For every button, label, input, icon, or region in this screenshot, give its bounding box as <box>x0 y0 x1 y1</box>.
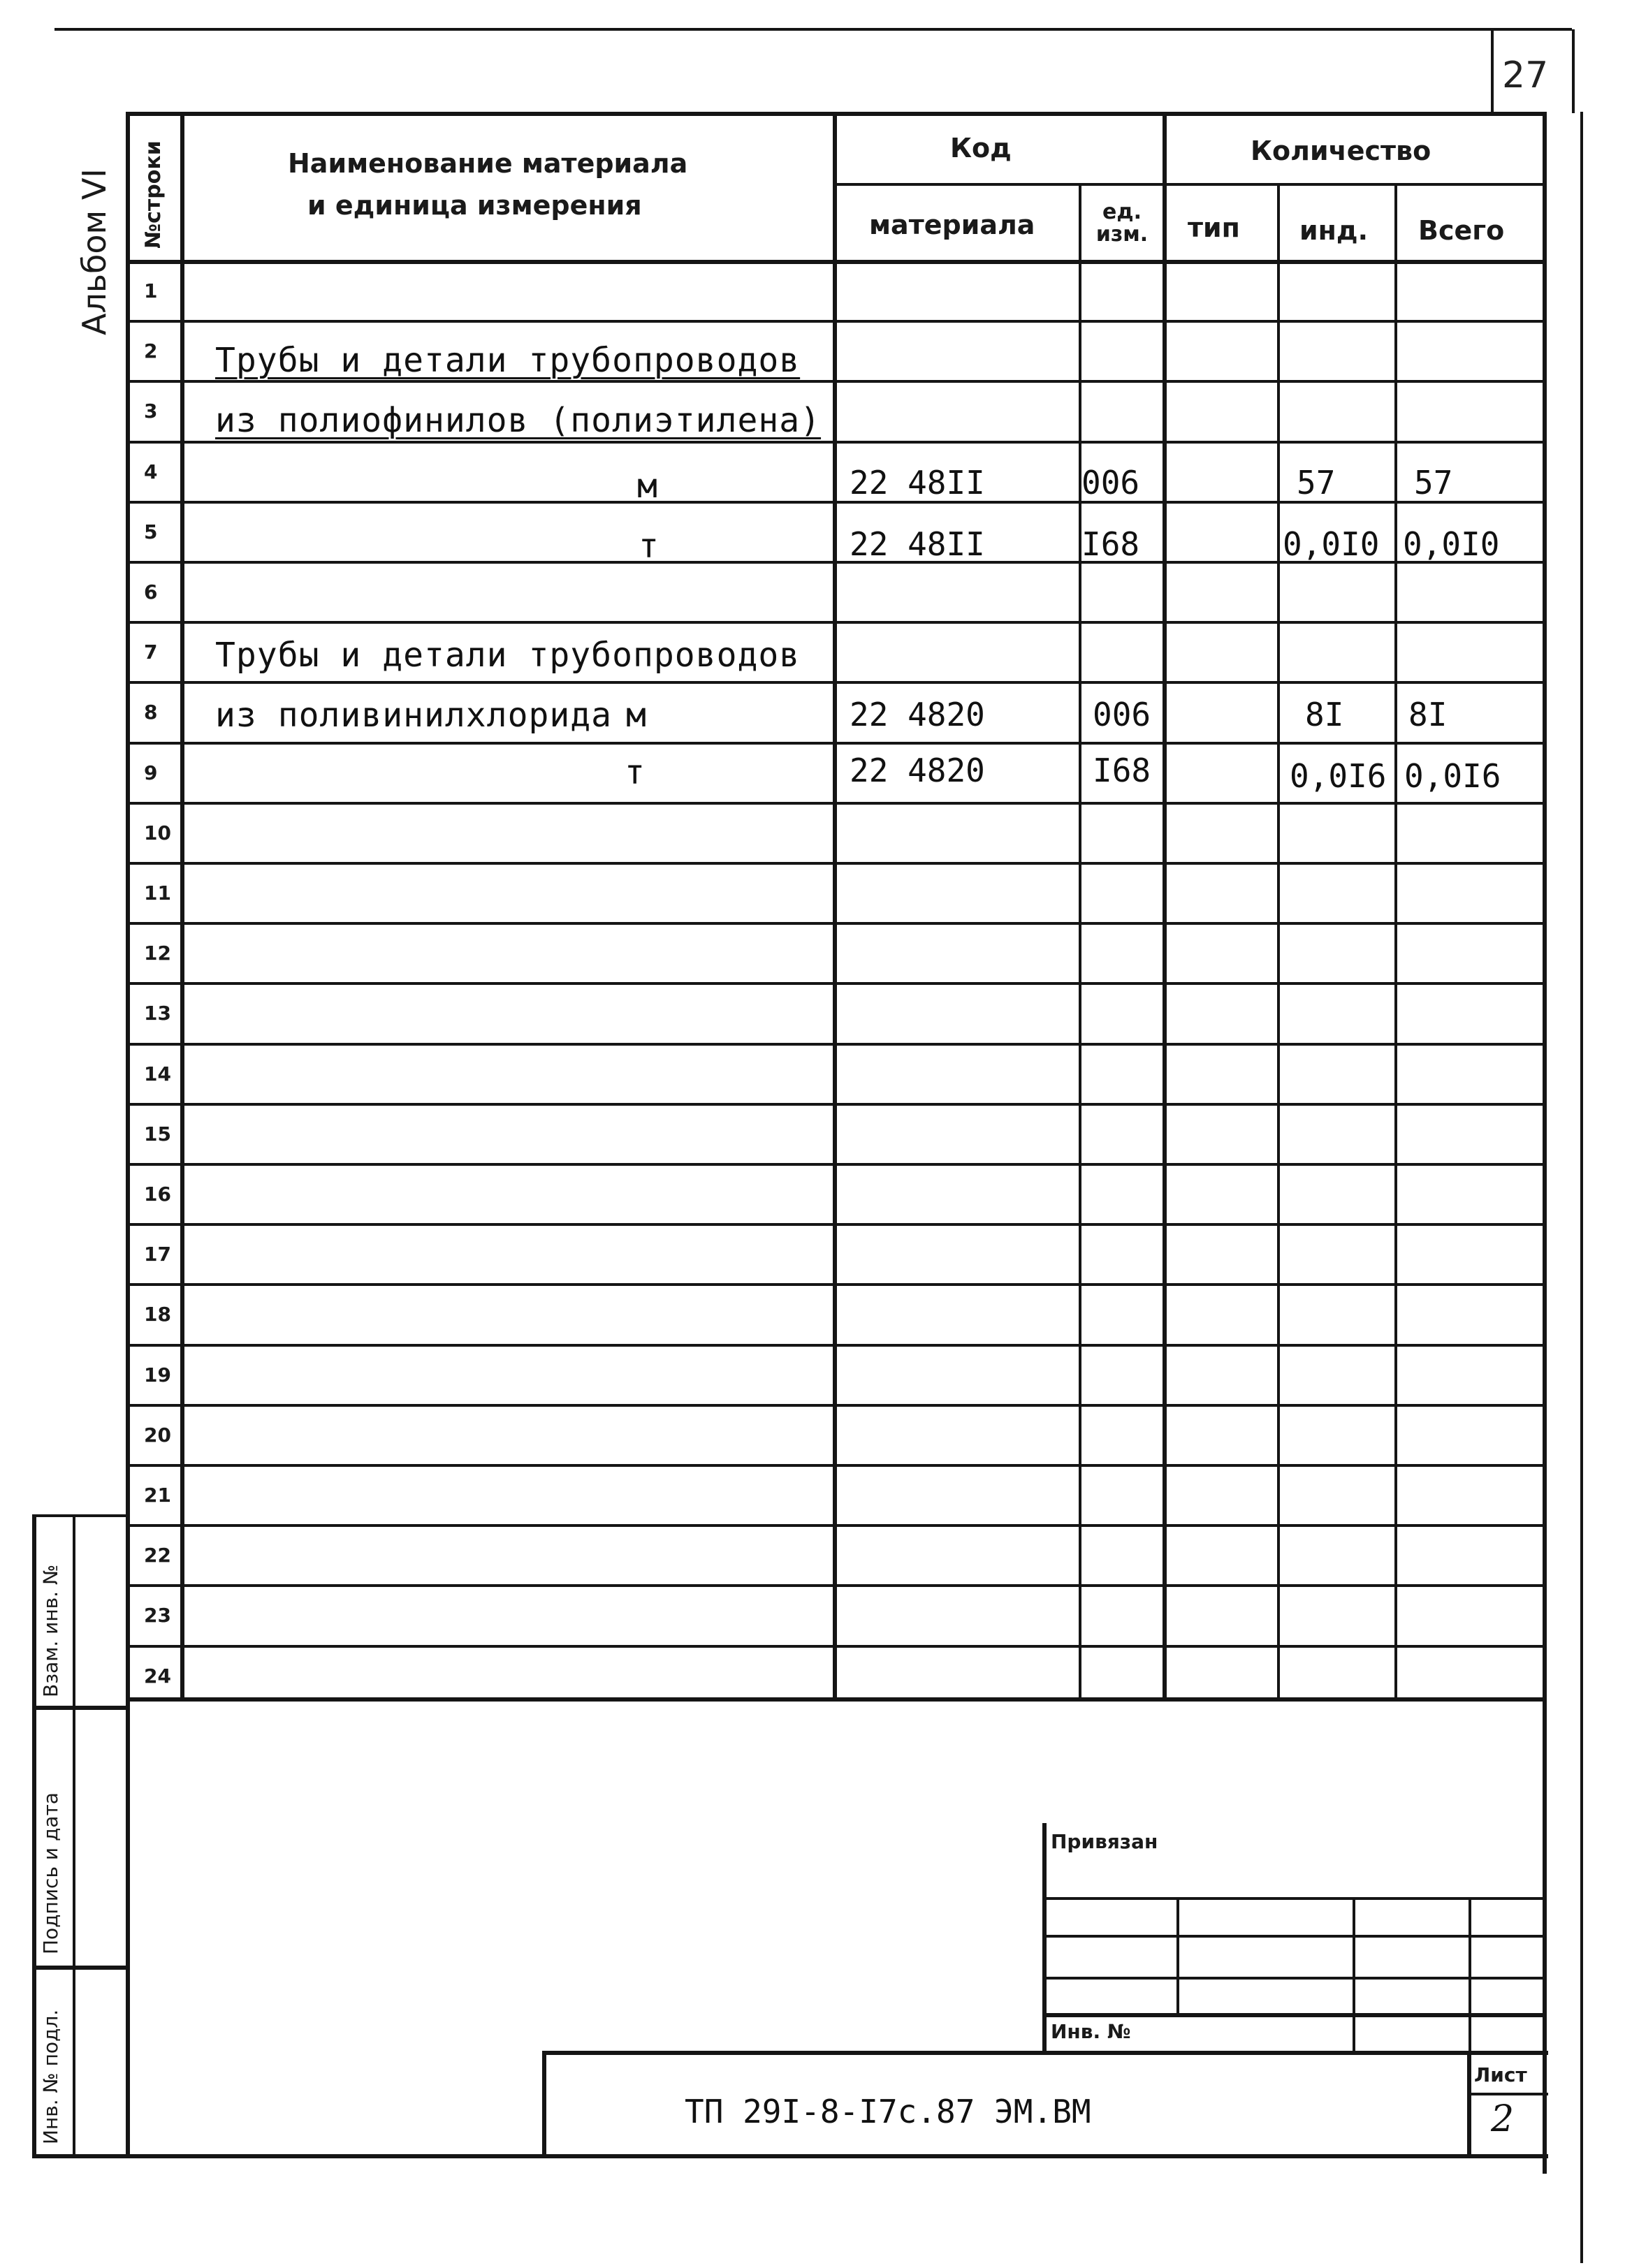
frame-right <box>1543 113 1547 2174</box>
row-number: 11 <box>144 881 171 905</box>
row-9-total: 0,0I6 <box>1404 757 1501 795</box>
row-5-ucode: I68 <box>1081 525 1140 563</box>
row-9-unit: т <box>625 753 646 792</box>
left-margin-outer <box>32 1514 36 2156</box>
page-number-box-left <box>1491 29 1494 113</box>
stamp-col-3 <box>1469 1897 1471 2054</box>
row-separator <box>126 1584 1547 1587</box>
row-number: 10 <box>144 821 171 844</box>
row-number: 12 <box>144 942 171 965</box>
row-5-code: 22 48II <box>850 525 985 563</box>
row-number: 1 <box>144 279 158 302</box>
qty-ind-divider <box>1394 183 1397 1699</box>
podpis-data-label: Подпись и дата <box>39 1792 62 1954</box>
row-separator <box>126 862 1547 865</box>
qty-header: Количество <box>1251 136 1431 166</box>
inv-no-label: Инв. № <box>1051 2020 1131 2043</box>
row-separator <box>126 922 1547 925</box>
row-separator <box>126 1645 1547 1648</box>
left-margin-top <box>32 1514 127 1517</box>
frame-right-outer <box>1580 112 1583 2263</box>
row-number: 4 <box>144 460 158 483</box>
row-number: 2 <box>144 339 158 363</box>
bottom-left-frame <box>126 1697 130 2158</box>
document-code: ТП 29I-8-I7с.87 ЭМ.ВМ <box>685 2093 1091 2130</box>
row-number: 16 <box>144 1183 171 1206</box>
row-number: 3 <box>144 400 158 423</box>
page-number: 27 <box>1502 54 1549 96</box>
privyazan-label: Привязан <box>1051 1830 1158 1853</box>
qty-type-header: тип <box>1188 212 1240 243</box>
row-9-code: 22 4820 <box>850 752 985 789</box>
row-3-name: из полиофинилов (полиэтилена) <box>215 401 822 440</box>
row-number: 19 <box>144 1363 171 1387</box>
row-9-ucode: I68 <box>1093 752 1151 789</box>
doc-block-left <box>542 2051 546 2157</box>
row-number: 7 <box>144 641 158 664</box>
page-number-box-right <box>1572 29 1575 113</box>
row-number: 6 <box>144 580 158 603</box>
table-left-border <box>126 112 130 1753</box>
table-bottom-border <box>126 1697 1547 1702</box>
name-col-divider <box>833 112 837 1699</box>
row-4-ind: 57 <box>1297 464 1336 502</box>
left-margin-split-1 <box>32 1706 127 1710</box>
name-header-line2: и единица измерения <box>307 190 642 221</box>
row-number: 23 <box>144 1604 171 1627</box>
row-number: 8 <box>144 701 158 724</box>
row-4-unit: м <box>637 467 658 506</box>
row-5-unit: т <box>639 527 660 566</box>
qty-ind-header: инд. <box>1299 215 1369 246</box>
row-number: 5 <box>144 520 158 543</box>
row-number: 21 <box>144 1484 171 1507</box>
row-2-name: Трубы и детали трубопроводов <box>215 341 801 380</box>
stamp-privyazan-left <box>1042 1823 1047 2054</box>
row-separator <box>126 441 1547 444</box>
row-number: 17 <box>144 1243 171 1266</box>
code-unit-divider <box>1079 183 1081 1699</box>
code-material-header: материала <box>869 210 1035 240</box>
name-header-line1: Наименование материала <box>288 148 688 179</box>
sheet-cell-split <box>1467 2093 1548 2095</box>
row-number: 22 <box>144 1544 171 1567</box>
row-separator <box>126 982 1547 985</box>
stamp-col-2 <box>1353 1897 1355 2054</box>
row-separator <box>126 1163 1547 1166</box>
row-8-code: 22 4820 <box>850 696 985 733</box>
album-label: Альбом VI <box>75 168 113 335</box>
stamp-col-1 <box>1176 1897 1179 2016</box>
row-5-ind: 0,0I0 <box>1283 525 1380 563</box>
vzam-inv-label: Взам. инв. № <box>39 1564 62 1697</box>
row-separator <box>126 1283 1547 1286</box>
qty-type-divider <box>1277 183 1280 1699</box>
rownum-col-divider <box>180 112 184 1699</box>
row-8-name: из поливинилхлорида <box>215 696 613 735</box>
rownum-header: №строки <box>141 140 166 249</box>
top-border-line <box>54 28 1572 31</box>
row-separator <box>126 1524 1547 1527</box>
qty-total-header: Всего <box>1418 215 1505 246</box>
row-number: 18 <box>144 1303 171 1326</box>
row-number: 24 <box>144 1665 171 1688</box>
row-separator <box>126 380 1547 383</box>
row-number: 14 <box>144 1062 171 1085</box>
sheet-label: Лист <box>1474 2063 1527 2086</box>
left-margin-inner <box>73 1514 75 2156</box>
code-header: Код <box>950 133 1012 163</box>
row-separator <box>126 621 1547 624</box>
row-separator <box>126 1344 1547 1347</box>
row-separator <box>126 1404 1547 1407</box>
row-number: 9 <box>144 761 158 784</box>
row-number: 15 <box>144 1122 171 1146</box>
row-8-unit: м <box>626 696 647 735</box>
left-margin-bottom <box>32 2154 1548 2158</box>
row-8-total: 8I <box>1408 696 1448 733</box>
row-5-total: 0,0I0 <box>1403 525 1500 563</box>
row-4-total: 57 <box>1414 464 1453 502</box>
row-number: 20 <box>144 1424 171 1447</box>
left-margin-split-2 <box>32 1966 127 1970</box>
row-separator <box>126 1043 1547 1046</box>
row-separator <box>126 742 1547 745</box>
sheet-number: 2 <box>1491 2098 1515 2140</box>
row-separator <box>126 1223 1547 1226</box>
row-separator <box>126 1103 1547 1106</box>
row-separator <box>126 320 1547 323</box>
row-4-code: 22 48II <box>850 464 985 502</box>
row-number: 13 <box>144 1002 171 1025</box>
row-separator <box>126 802 1547 805</box>
header-split-line <box>833 183 1547 186</box>
code-unit-header: ед. изм. <box>1095 200 1149 247</box>
code-qty-divider <box>1163 112 1167 1699</box>
row-separator <box>126 1464 1547 1467</box>
inv-podl-label: Инв. № подл. <box>39 2009 62 2144</box>
row-separator <box>126 681 1547 684</box>
row-8-ind: 8I <box>1305 696 1344 733</box>
row-9-ind: 0,0I6 <box>1290 757 1387 795</box>
row-7-name: Трубы и детали трубопроводов <box>215 636 801 675</box>
doc-block-top <box>542 2051 1548 2055</box>
row-4-ucode: 006 <box>1081 464 1140 502</box>
sheet-cell-left <box>1467 2051 1471 2157</box>
row-8-ucode: 006 <box>1093 696 1151 733</box>
